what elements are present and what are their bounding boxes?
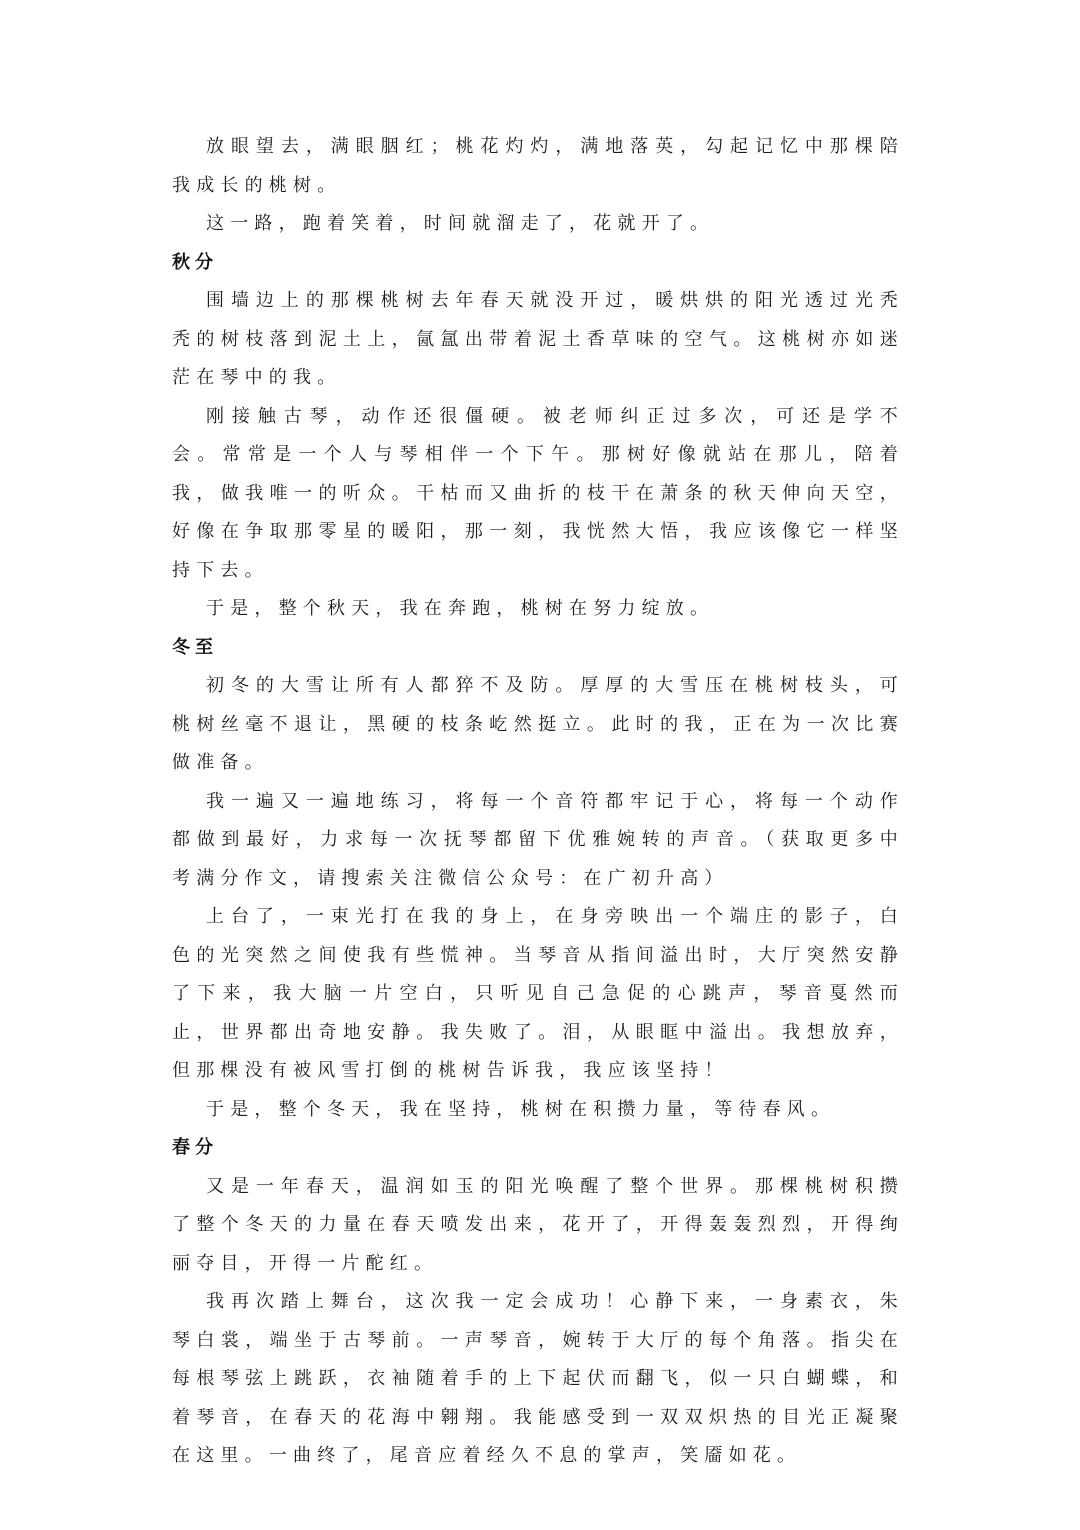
paragraph: 围墙边上的那棵桃树去年春天就没开过，暖烘烘的阳光透过光秃秃的树枝落到泥土上，氤氲出带着泥土香草味的空气。这桃树亦如迷茫在琴中的我。 bbox=[172, 290, 904, 388]
paragraph: 初冬的大雪让所有人都猝不及防。厚厚的大雪压在桃树枝头，可桃树丝毫不退让，黑硬的枝条屹然挺立。此时的我，正在为一次比赛做准备。 bbox=[172, 675, 904, 773]
paragraph: 刚接触古琴，动作还很僵硬。被老师纠正过多次，可还是学不会。常常是一个人与琴相伴一个下午。那树好像就站在那儿，陪着我，做我唯一的听众。干枯而又曲折的枝干在萧条的秋天伸向天空，好像在争取那零星的暖阳，那一刻，我恍然大悟，我应该像它一样坚持下去。 bbox=[172, 405, 904, 581]
section-dongzhi bbox=[172, 629, 904, 1130]
document-page bbox=[172, 128, 904, 1476]
paragraph: 又是一年春天，温润如玉的阳光唤醒了整个世界。那棵桃树积攒了整个冬天的力量在春天喷发出来，花开了，开得轰轰烈烈，开得绚丽夺目，开得一片酡红。 bbox=[172, 1175, 904, 1274]
section-chunfen bbox=[172, 1129, 904, 1476]
paragraph: 于是，整个冬天，我在坚持，桃树在积攒力量，等待春风。 bbox=[206, 1098, 836, 1120]
intro-paragraph-2: 这一路，跑着笑着，时间就溜走了，花就开了。 bbox=[206, 213, 715, 234]
paragraph: 我一遍又一遍地练习，将每一个音符都牢记于心，将每一个动作都做到最好，力求每一次抚琴都留下优雅婉转的声音。（获取更多中考满分作文，请搜索关注微信公众号：在广初升高） bbox=[172, 790, 904, 889]
section-qiufen bbox=[172, 244, 904, 629]
paragraph: 我再次踏上舞台，这次我一定会成功！心静下来，一身素衣，朱琴白裳，端坐于古琴前。一声琴音，婉转于大厅的每个角落。指尖在每根琴弦上跳跃，衣袖随着手的上下起伏而翻飞，似一只白蝴蝶，和着琴音，在春天的花海中翱翔。我能感受到一双双炽热的目光正凝聚在这里。一曲终了，尾音应着经久不息的掌声，笑靥如花。 bbox=[172, 1291, 904, 1466]
section-heading-qiufen: 秋分 bbox=[172, 251, 218, 273]
intro-paragraph-1: 放眼望去，满眼胭红；桃花灼灼，满地落英，勾起记忆中那棵陪我成长的桃树。 bbox=[172, 136, 904, 196]
paragraph: 上台了，一束光打在我的身上，在身旁映出一个端庄的影子，白色的光突然之间使我有些慌神。当琴音从指间溢出时，大厅突然安静了下来，我大脑一片空白，只听见自己急促的心跳声，琴音戛然而止，世界都出奇地安静。我失败了。泪，从眼眶中溢出。我想放弃，但那棵没有被风雪打倒的桃树告诉我，我应该坚持！ bbox=[172, 906, 904, 1081]
section-heading-dongzhi: 冬至 bbox=[172, 636, 218, 658]
section-heading-chunfen: 春分 bbox=[172, 1137, 218, 1158]
paragraph: 于是，整个秋天，我在奔跑，桃树在努力绽放。 bbox=[206, 598, 715, 619]
